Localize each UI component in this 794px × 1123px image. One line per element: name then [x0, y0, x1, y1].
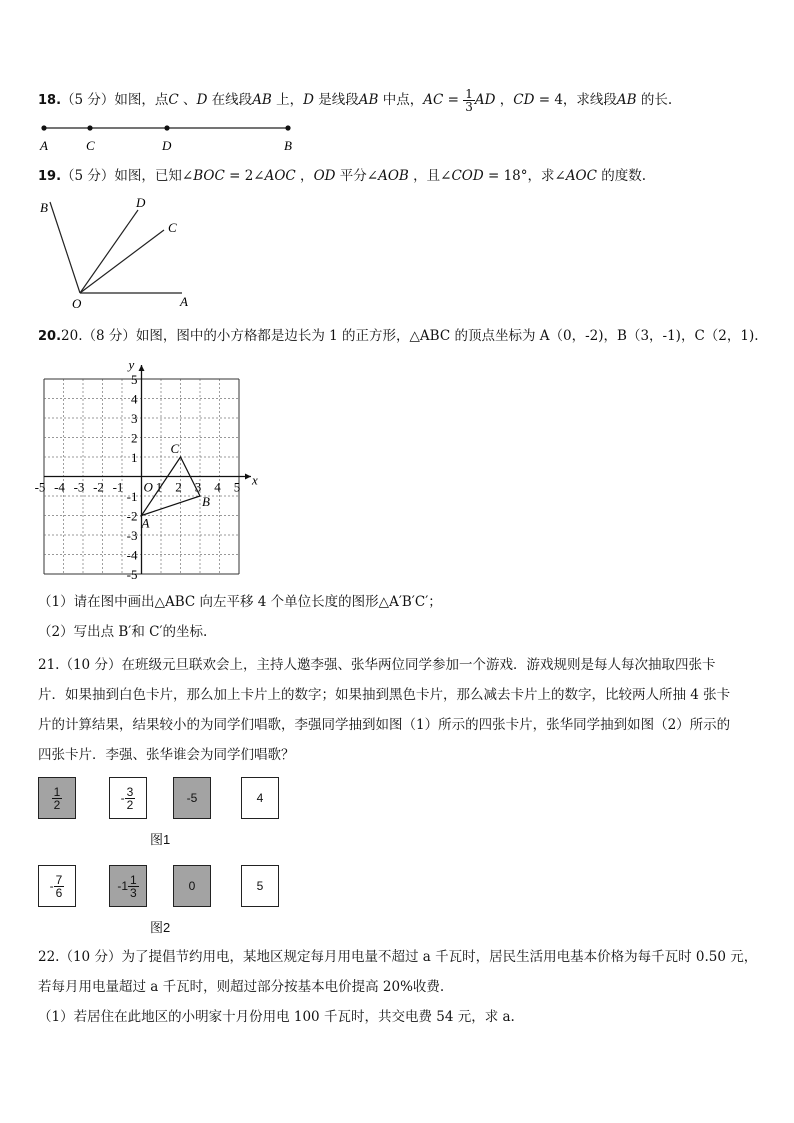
figure-2-caption: 图2	[150, 920, 171, 935]
question-21-line: 片．如果抽到白色卡片，那么加上卡片上的数字；如果抽到黑色卡片，那么减去卡片上的数字，比较两人所抽 4 张卡	[38, 687, 731, 703]
card-black	[173, 777, 211, 819]
question-20-sub2: （2）写出点 B′和 C′的坐标.	[38, 624, 208, 640]
card-black	[173, 865, 211, 907]
label-d: D	[136, 195, 146, 210]
card-denominator: 3	[130, 885, 137, 900]
question-18: 18.（5 分）如图，点C 、D 在线段AB 上，D 是线段AB 中点，AC = $\frac{1}{3}$ AD ，CD = 4，求线段AB 的长.	[38, 87, 673, 114]
x-axis-label: x	[252, 472, 258, 488]
coordinate-grid	[30, 352, 270, 584]
point-b	[285, 125, 290, 130]
x-tick-label: 4	[214, 479, 221, 495]
question-21-line: 片的计算结果，结果较小的为同学们唱歌，李强同学抽到如图（1）所示的四张卡片，张华同学抽到如图（2）所示的	[38, 717, 731, 733]
card-denominator: 2	[53, 797, 61, 812]
card-white	[241, 865, 279, 907]
x-tick-label: 1	[155, 479, 163, 495]
card-value: 0	[188, 879, 196, 893]
label-d: D	[162, 138, 172, 153]
segment-diagram	[34, 118, 304, 158]
y-tick-label: 4	[131, 391, 138, 407]
card-value: 5	[256, 879, 264, 893]
card-sign: -	[49, 879, 54, 893]
card-denominator: 2	[126, 797, 134, 812]
vertex-label-a: A	[141, 515, 150, 531]
x-tick-label: -1	[112, 479, 124, 495]
question-22-sub1: （1）若居住在此地区的小明家十月份用电 100 千瓦时，共交电费 54 元，求 a.	[38, 1009, 515, 1025]
card-numerator: 1	[130, 872, 137, 887]
y-tick-label: -5	[126, 567, 138, 582]
label-o: O	[72, 296, 82, 311]
card-fraction	[54, 874, 65, 899]
axes	[44, 357, 258, 574]
card-numerator: 7	[55, 872, 63, 887]
point-d	[164, 125, 169, 130]
y-tick-label: 5	[131, 372, 138, 387]
x-tick-label: 2	[175, 479, 182, 495]
y-tick-label: -1	[126, 489, 138, 504]
x-tick-label: 5	[233, 479, 241, 495]
question-19: 19.（5 分）如图，已知∠BOC = 2∠AOC ，OD 平分∠AOB ，且∠COD = 18°，求∠AOC 的度数.	[38, 168, 647, 184]
card-whole: 1	[121, 879, 128, 893]
y-tick-label: -2	[126, 508, 138, 524]
question-21-line: 21.（10 分）在班级元旦联欢会上，主持人邀李强、张华两位同学参加一个游戏．游戏规则是每人每次抽取四张卡	[38, 657, 716, 673]
card-black	[38, 777, 76, 819]
card-numerator: 1	[53, 784, 61, 799]
y-tick-label: 1	[131, 450, 138, 465]
y-tick-label: 2	[131, 430, 138, 446]
label-a: A	[40, 138, 48, 153]
question-22-line: 22.（10 分）为了提倡节约用电，某地区规定每月用电量不超过 a 千瓦时，居民生活用电基本价格为每千瓦时 0.50 元，	[38, 949, 758, 965]
question-21-line: 四张卡片．李强、张华谁会为同学们唱歌？	[38, 747, 295, 763]
x-tick-label: -4	[54, 479, 65, 495]
origin-label: O	[143, 479, 153, 495]
x-tick-label: -5	[34, 479, 46, 495]
y-axis-arrow	[139, 365, 145, 371]
y-tick-label: -4	[126, 547, 138, 563]
card-fraction	[52, 786, 63, 811]
point-a	[41, 125, 46, 130]
card-denominator: 6	[55, 885, 63, 900]
card-sign: -	[120, 791, 125, 805]
card-white	[38, 865, 76, 907]
vertex-label-b: B	[202, 494, 210, 509]
question-20-text: 20.（8 分）如图，图中的小方格都是边长为 1 的正方形，△ABC 的顶点坐标为 A（0，-2)，B（3，-1)，C（2，1).	[61, 328, 759, 344]
card-white	[109, 777, 147, 819]
x-axis-arrow	[245, 474, 251, 480]
label-c: C	[168, 220, 177, 235]
label-a: A	[180, 294, 188, 309]
card-sign: -	[117, 879, 122, 893]
question-20: 20.20.（8 分）如图，图中的小方格都是边长为 1 的正方形，△ABC 的顶点坐标为 A（0，-2)，B（3，-1)，C（2，1).	[38, 328, 759, 344]
y-tick-label: -3	[126, 528, 138, 543]
y-tick-label: 3	[131, 411, 138, 426]
question-21	[38, 650, 768, 770]
x-tick-label: -2	[93, 479, 104, 495]
x-tick-label: 3	[194, 479, 202, 495]
point-c	[87, 125, 92, 130]
card-value: 4	[256, 791, 264, 805]
question-22-line: 若每月用电量超过 a 千瓦时，则超过部分按基本电价提高 20%收费.	[38, 979, 445, 995]
vertex-label-c: C	[170, 441, 180, 456]
question-22	[38, 942, 768, 1032]
angle-diagram	[34, 192, 204, 312]
question-20-sub1: （1）请在图中画出△ABC 向左平移 4 个单位长度的图形△A′B′C′；	[38, 594, 442, 610]
x-tick-label: -3	[73, 479, 85, 495]
card-value: -5	[186, 791, 198, 805]
y-axis-label: y	[128, 357, 135, 372]
label-b: B	[284, 138, 292, 153]
figure-1-caption: 图1	[150, 832, 171, 847]
card-black	[109, 865, 147, 907]
label-b: B	[40, 200, 48, 215]
card-white	[241, 777, 279, 819]
label-c: C	[86, 138, 95, 153]
card-fraction	[125, 786, 136, 811]
card-numerator: 3	[126, 784, 134, 799]
card-fraction	[128, 874, 139, 899]
